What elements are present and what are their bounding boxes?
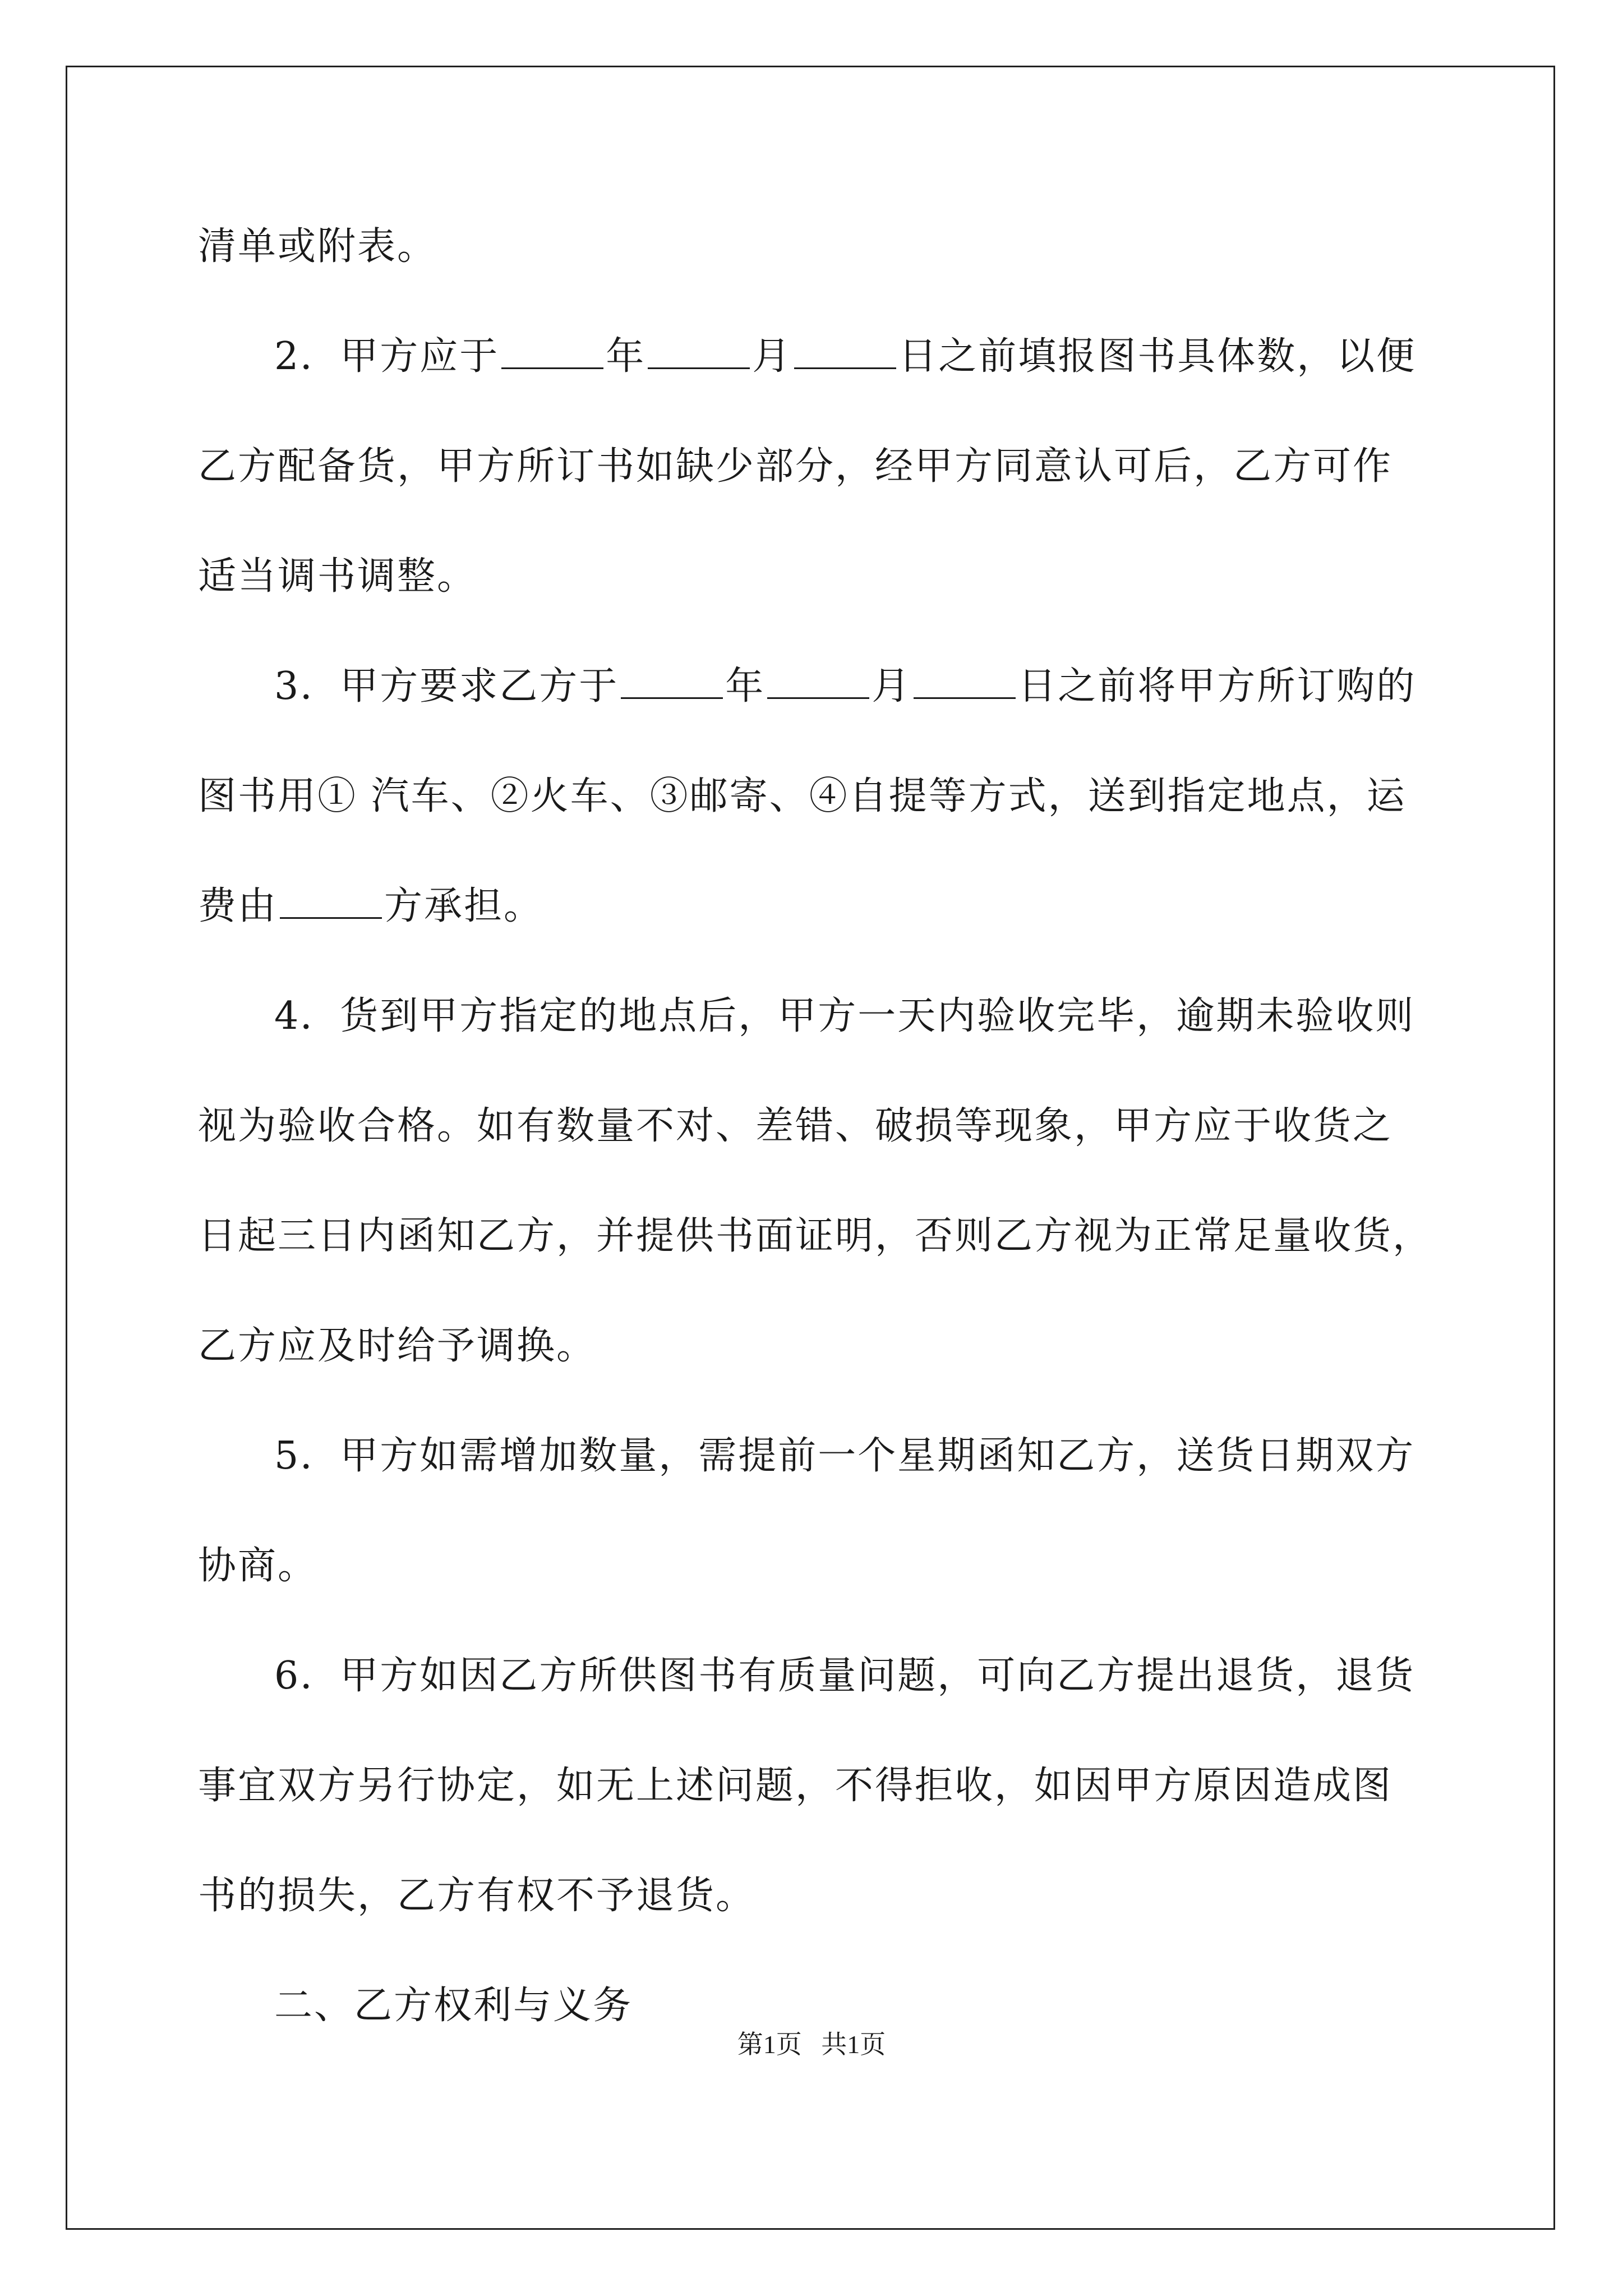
text-line: 图书用① 汽车、②火车、③邮寄、④自提等方式，送到指定地点，运: [198, 774, 1407, 818]
text-line: 3．甲方要求乙方于 年 月 日之前将甲方所订购的: [274, 664, 1417, 708]
fill-in-blank: [621, 666, 723, 699]
text-line: 5．甲方如需增加数量，需提前一个星期函知乙方，送货日期双方: [274, 1434, 1415, 1478]
text-line: 2．甲方应于 年 月 日之前填报图书具体数，以便: [274, 334, 1417, 379]
text-line: 日起三日内函知乙方，并提供书面证明，否则乙方视为正常足量收货，: [198, 1214, 1433, 1258]
fill-in-blank: [648, 336, 750, 369]
text-line: 协商。: [198, 1544, 318, 1588]
page-footer: [0, 2024, 1623, 2061]
text-line: 6．甲方如因乙方所供图书有质量问题，可向乙方提出退货，退货: [274, 1654, 1415, 1698]
text-line: 书的损失，乙方有权不予退货。: [198, 1874, 756, 1918]
fill-in-blank: [501, 336, 603, 369]
text-line: 视为验收合格。如有数量不对、差错、破损等现象，甲方应于收货之: [198, 1104, 1393, 1148]
text-line: 4．货到甲方指定的地点后，甲方一天内验收完毕，逾期未验收则: [274, 994, 1415, 1038]
text-line: 适当调书调整。: [198, 554, 477, 599]
text-line: 乙方配备货，甲方所订书如缺少部分，经甲方同意认可后，乙方可作: [198, 444, 1393, 489]
fill-in-blank: [280, 886, 382, 919]
page-total: 共1页: [821, 2030, 886, 2059]
section-heading: 二、乙方权利与义务: [274, 1984, 633, 2028]
fill-in-blank: [767, 666, 869, 699]
fill-in-blank: [794, 336, 896, 369]
fill-in-blank: [914, 666, 1016, 699]
text-line: 事宜双方另行协定，如无上述问题，不得拒收，如因甲方原因造成图: [198, 1764, 1393, 1808]
document-body: [198, 192, 1454, 2061]
text-line: 乙方应及时给予调换。: [198, 1324, 597, 1368]
page-number: 第1页: [737, 2030, 802, 2059]
text-line: 清单或附表。: [198, 224, 437, 269]
text-line: 费由 方承担。: [198, 884, 544, 928]
